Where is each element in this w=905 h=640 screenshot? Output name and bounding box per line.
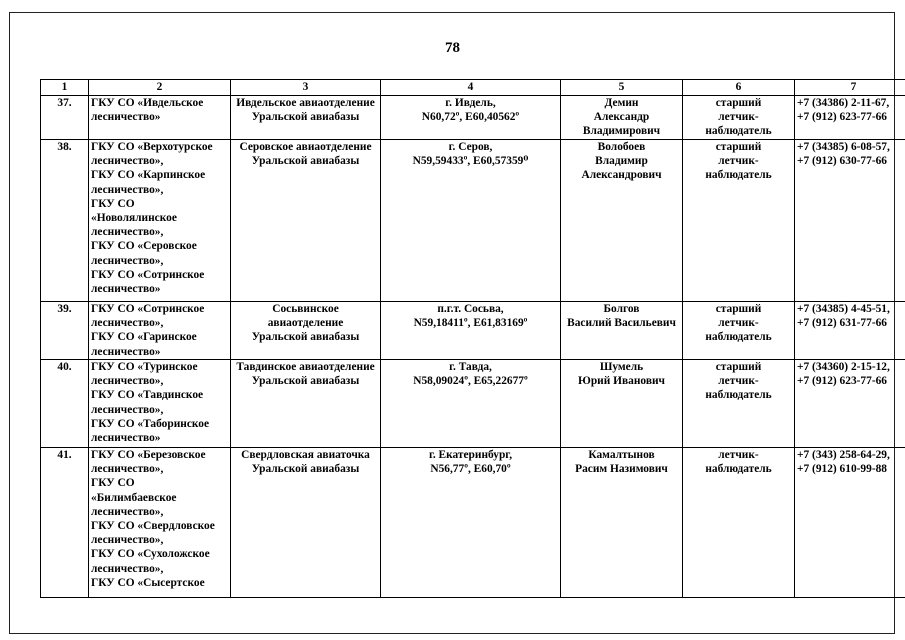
cell-forestry-line: лесничество», [91,254,164,267]
cell-forestry-line: ГКУ СО «Туринское [91,361,198,373]
header-cell: 6 [683,80,795,96]
cell-forestry-line: лесничество», [91,463,164,476]
cell-person-line: Волобоев [597,141,646,153]
cell-forestry-line: ГКУ СО «Тавдинское [91,389,204,402]
cell-phones [795,96,905,140]
cell-row-number: 41. [41,448,89,598]
cell-position-line: летчик- [718,155,759,168]
cell-forestry [89,96,231,140]
cell-location-line: N60,72º, E60,40562º [421,111,520,124]
page-number: 78 [445,40,460,56]
cell-position-line: летчик- [718,375,759,388]
cell-location [381,448,561,598]
cell-position [683,140,795,302]
table-row [41,302,905,360]
cell-person [561,140,683,302]
table-header-row [41,80,905,96]
cell-person-line: Расим Назимович [575,463,668,476]
cell-phones-line: +7 (912) 631-77-66 [797,317,888,330]
cell-person-line: Камалтынов [588,449,655,461]
cell-forestry-line: лесничество», [91,375,164,388]
cell-aviation-unit [231,140,381,302]
cell-position-line: наблюдатель [705,389,772,402]
cell-location-line: г. Серов, [448,141,493,153]
cell-location [381,140,561,302]
cell-forestry-line: ГКУ СО [91,477,135,490]
cell-aviation-unit-line: Серовское авиаотделение [239,141,372,153]
cell-person-line: Василий Васильевич [567,317,676,330]
cell-position-line: летчик- [718,449,759,461]
cell-row-number: 38. [41,140,89,302]
cell-position-line: старший [715,97,762,109]
cell-phones-line: +7 (34386) 2-11-67, [797,97,890,109]
cell-forestry-line: ГКУ СО «Верхотурское [91,141,213,153]
header-cell: 2 [89,80,231,96]
cell-aviation-unit-line: авиаотделение [267,317,344,330]
cell-aviation-unit-line: Уральской авиабазы [251,331,360,344]
header-cell: 7 [795,80,905,96]
cell-location-line: N59,18411º, E61,83169º [413,317,528,330]
cell-location-line: N59,59433º, E60,57359⁰ [412,155,529,168]
cell-location-line: г. Екатеринбург, [428,449,513,461]
cell-person-line: Шумель [599,361,644,373]
cell-position [683,96,795,140]
cell-position [683,448,795,598]
header-cell: 5 [561,80,683,96]
cell-person [561,96,683,140]
cell-aviation-unit-line: Уральской авиабазы [251,155,360,168]
cell-person-line: Юрий Иванович [578,375,665,388]
header-cell: 3 [231,80,381,96]
cell-position-line: старший [715,361,762,373]
cell-person [561,360,683,448]
cell-forestry [89,140,231,302]
cell-forestry-line: ГКУ СО [91,197,135,210]
cell-forestry-line: лесничество», [91,226,164,239]
cell-phones-line: +7 (343) 258-64-29, [797,449,890,461]
cell-phones-line: +7 (34385) 4-45-51, [797,303,890,315]
cell-forestry-line: лесничество», [91,183,164,196]
cell-forestry-line: лесничество» [91,283,161,296]
cell-forestry-line: ГКУ СО «Свердловское [91,520,215,533]
cell-aviation-unit-line: Уральской авиабазы [251,375,360,388]
cell-location-line: N58,09024º, E65,22677º [413,375,528,388]
cell-person-line: Александр [593,111,650,124]
cell-forestry-line: ГКУ СО «Карпинское [91,169,206,182]
cell-phones-line: +7 (34385) 6-08-57, [797,141,890,153]
cell-position-line: летчик- [718,111,759,124]
cell-forestry-line: лесничество», [91,403,164,416]
cell-phones [795,360,905,448]
cell-aviation-unit [231,96,381,140]
cell-location [381,360,561,448]
cell-location-line: г. Тавда, [449,361,492,373]
cell-forestry-line: ГКУ СО «Ивдельское [91,97,204,109]
cell-forestry-line: лесничество», [91,534,164,547]
cell-person-line: Болгов [603,303,640,315]
cell-phones-line: +7 (912) 610-99-88 [797,463,888,476]
table-row [41,96,905,140]
cell-aviation-unit [231,448,381,598]
cell-position-line: наблюдатель [705,463,772,476]
cell-forestry-line: лесничество» [91,345,161,358]
cell-phones [795,302,905,360]
cell-forestry-line: ГКУ СО «Сотринское [91,303,205,315]
cell-phones-line: +7 (912) 623-77-66 [797,375,888,388]
cell-position-line: старший [715,303,762,315]
cell-phones-line: +7 (34360) 2-15-12, [797,361,890,373]
cell-aviation-unit-line: Свердловская авиаточка [241,449,370,461]
cell-forestry-line: лесничество» [91,432,161,445]
cell-aviation-unit [231,360,381,448]
cell-forestry-line: ГКУ СО «Сухоложское [91,548,210,561]
cell-aviation-unit-line: Ивдельское авиаотделение [236,97,375,109]
header-cell: 1 [41,80,89,96]
cell-aviation-unit-line: Уральской авиабазы [251,111,360,124]
cell-forestry [89,360,231,448]
cell-forestry-line: лесничество», [91,155,164,168]
cell-location [381,302,561,360]
table-row [41,140,905,302]
cell-forestry-line: «Билимбаевское [91,491,177,504]
cell-position [683,302,795,360]
cell-person-line: Владимирович [582,125,661,138]
cell-location-line: г. Ивдель, [445,97,496,109]
cell-forestry-line: ГКУ СО «Гаринское [91,331,197,344]
cell-forestry-line: ГКУ СО «Серовское [91,240,197,253]
data-table [40,79,905,598]
cell-forestry-line: ГКУ СО «Сотринское [91,268,205,281]
cell-forestry-line: лесничество», [91,562,164,575]
table-row [41,448,905,598]
cell-location-line: N56,77º, E60,70º [430,463,511,476]
cell-phones-line: +7 (912) 630-77-66 [797,155,888,168]
cell-row-number: 39. [41,302,89,360]
header-cell: 4 [381,80,561,96]
cell-position-line: наблюдатель [705,331,772,344]
cell-forestry-line: ГКУ СО «Таборинское [91,417,210,430]
cell-forestry-line: ГКУ СО «Сысертское [91,576,205,589]
cell-phones [795,140,905,302]
cell-row-number: 37. [41,96,89,140]
cell-person [561,302,683,360]
cell-aviation-unit [231,302,381,360]
cell-forestry-line: лесничество», [91,317,164,330]
cell-position [683,360,795,448]
cell-forestry-line: ГКУ СО «Березовское [91,449,206,461]
cell-phones [795,448,905,598]
cell-forestry-line: «Новолялинское [91,212,177,225]
cell-person-line: Владимир [595,155,648,168]
cell-position-line: летчик- [718,317,759,330]
cell-aviation-unit-line: Уральской авиабазы [251,463,360,476]
cell-forestry [89,448,231,598]
cell-forestry-line: лесничество» [91,111,161,124]
cell-position-line: наблюдатель [705,169,772,182]
cell-forestry-line: лесничество», [91,505,164,518]
cell-person [561,448,683,598]
cell-aviation-unit-line: Тавдинское авиаотделение [236,361,375,373]
cell-position-line: старший [715,141,762,153]
cell-phones-line: +7 (912) 623-77-66 [797,111,888,124]
table-row [41,360,905,448]
table-body [41,96,905,598]
cell-forestry [89,302,231,360]
cell-row-number: 40. [41,360,89,448]
cell-location-line: п.г.т. Сосьва, [437,303,504,315]
cell-location [381,96,561,140]
cell-aviation-unit-line: Сосьвинское [272,303,339,315]
cell-position-line: наблюдатель [705,125,772,138]
cell-person-line: Демин [604,97,639,109]
cell-person-line: Александрович [581,169,662,182]
